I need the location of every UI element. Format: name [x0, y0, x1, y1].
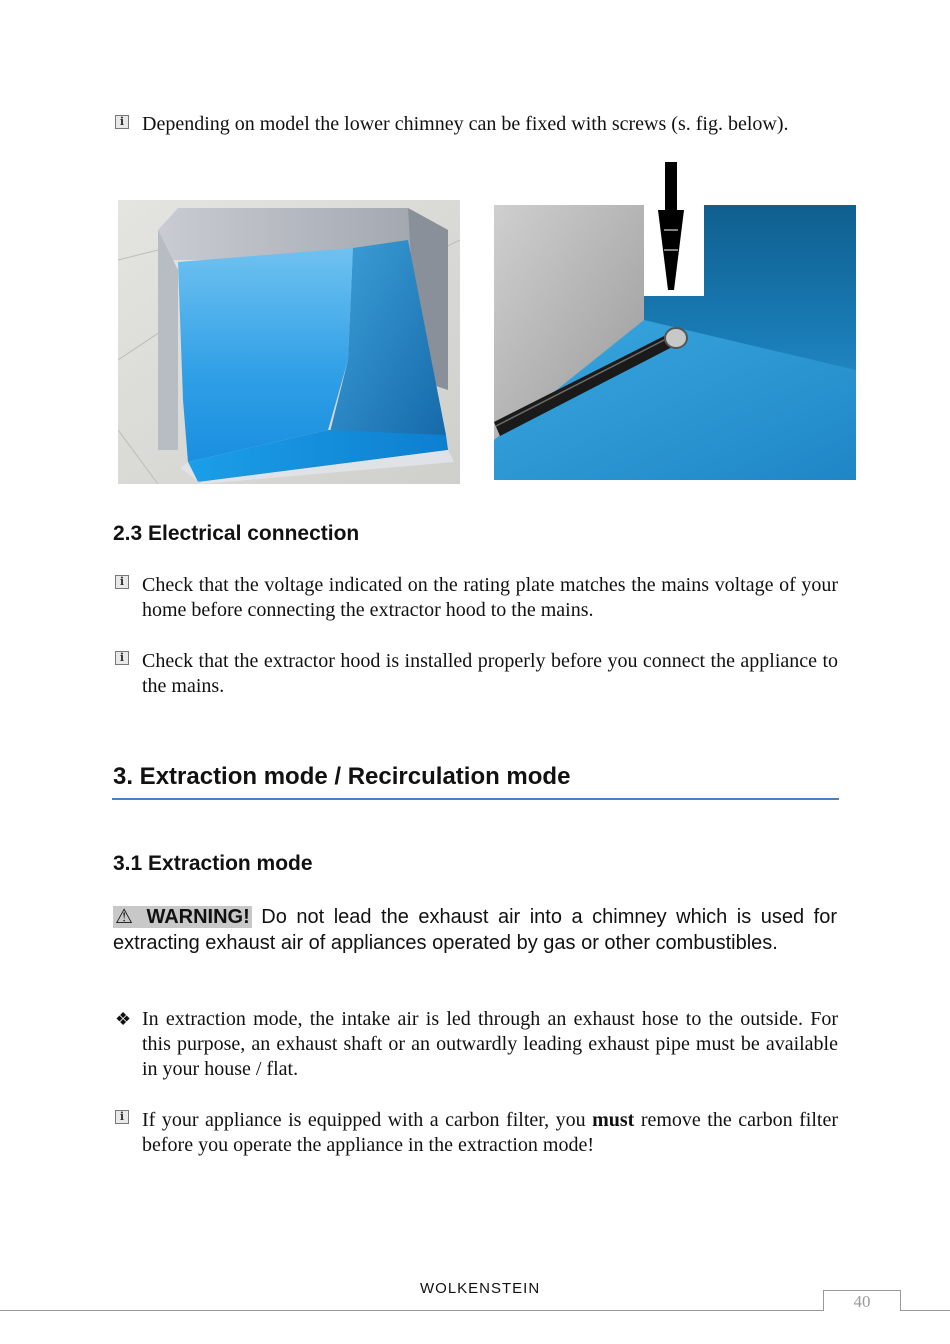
section-divider — [112, 798, 839, 800]
page-number: 40 — [823, 1290, 901, 1311]
section-heading-3: 3. Extraction mode / Recirculation mode — [113, 763, 571, 790]
electrical-item-1: Check that the voltage indicated on the rating plate matches the mains voltage of your home before connecting the extractor hood to the mains. — [142, 574, 838, 621]
info-icon: i — [115, 651, 129, 665]
figure-screw-detail — [494, 160, 856, 484]
section-heading-2-3: 2.3 Electrical connection — [113, 522, 360, 545]
warning-label-text: WARNING! — [146, 906, 250, 928]
footer-line — [0, 1310, 950, 1311]
screw-photo — [494, 160, 856, 484]
chimney-photo — [118, 200, 460, 484]
diamond-bullet-icon: ❖ — [115, 1009, 132, 1029]
warning-label — [113, 906, 252, 928]
warning-paragraph — [113, 904, 837, 956]
brand-logo: WOLKENSTEIN — [420, 1280, 541, 1297]
figure-lower-chimney — [118, 200, 460, 484]
extraction-description: In extraction mode, the intake air is led through an exhaust hose to the outside. For this purpose, an exhaust shaft or an outwardly leading exhaust pipe must be available in your house / flat. — [142, 1008, 838, 1080]
warning-text: Do not lead the exhaust air into a chimney which is used for extracting exhaust air of appliances operated by gas or other combustibles. — [113, 906, 837, 954]
section-heading-3-1: 3.1 Extraction mode — [113, 852, 313, 875]
info-icon: i — [115, 575, 129, 589]
intro-text: Depending on model the lower chimney can be fixed with screws (s. fig. below). — [142, 113, 789, 135]
electrical-item-2: Check that the extractor hood is installed properly before you connect the appliance to the mains. — [142, 650, 838, 697]
carbon-filter-note-emphasis: must — [592, 1109, 635, 1131]
carbon-filter-note — [142, 1108, 838, 1158]
carbon-filter-note-pre: If your appliance is equipped with a carbon filter, you — [142, 1109, 593, 1131]
carbon-filter-note-post: remove the carbon filter before you operate the appliance in the extraction mode! — [142, 1109, 839, 1156]
warning-icon: ⚠ — [115, 906, 137, 928]
info-icon: i — [115, 115, 129, 129]
info-icon: i — [115, 1110, 129, 1124]
